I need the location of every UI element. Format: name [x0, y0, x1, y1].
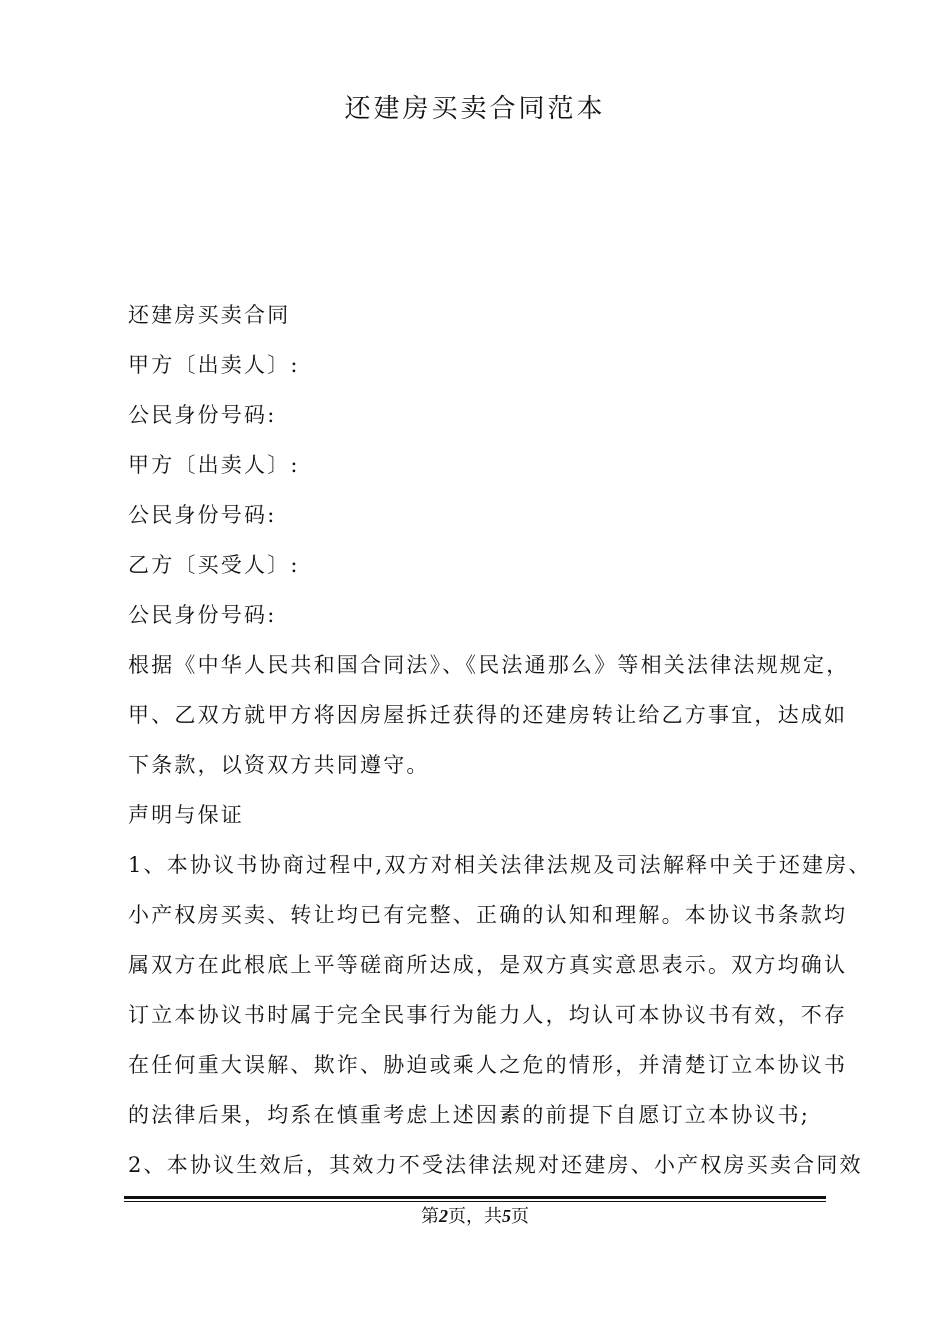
preamble-line-1: 根据《中华人民共和国合同法》、《民法通那么》等相关法律法规规定，: [128, 653, 850, 677]
clause-1-line-5: 在任何重大误解、欺诈、胁迫或乘人之危的情形，并清楚订立本协议书: [128, 1053, 848, 1077]
clause-1-line-2: 小产权房买卖、转让均已有完整、正确的认知和理解。本协议书条款均: [128, 903, 848, 927]
contract-heading: 还建房买卖合同: [128, 303, 291, 327]
footer-prefix: 第: [421, 1206, 439, 1226]
preamble-line-3: 下条款，以资双方共同遵守。: [128, 753, 430, 777]
total-page-number: 5: [502, 1206, 511, 1226]
section-heading-declarations: 声明与保证: [128, 803, 244, 827]
preamble-line-2: 甲、乙双方就甲方将因房屋拆迁获得的还建房转让给乙方事宜，达成如: [128, 703, 848, 727]
party-b-buyer-line: 乙方〔买受人〕:: [128, 553, 300, 577]
clause-1-line-6: 的法律后果，均系在慎重考虑上述因素的前提下自愿订立本协议书;: [128, 1103, 811, 1127]
current-page-number: 2: [439, 1206, 448, 1226]
party-a-id-line: 公民身份号码:: [128, 403, 277, 427]
clause-1-line-1: 1、本协议书协商过程中,双方对相关法律法规及司法解释中关于还建房、: [128, 853, 872, 877]
clause-1-line-4: 订立本协议书时属于完全民事行为能力人，均认可本协议书有效，不存: [128, 1003, 848, 1027]
footer-suffix: 页: [511, 1206, 529, 1226]
party-b-id-line: 公民身份号码:: [128, 603, 277, 627]
footer-middle: 页，共: [448, 1206, 502, 1226]
party-a-id-line-2: 公民身份号码:: [128, 503, 277, 527]
clause-1-line-3: 属双方在此根底上平等磋商所达成，是双方真实意思表示。双方均确认: [128, 953, 848, 977]
document-title: 还建房买卖合同范本: [344, 94, 606, 124]
page-footer: [0, 1202, 950, 1228]
party-a-seller-line-2: 甲方〔出卖人〕:: [128, 453, 300, 477]
clause-2-line-1: 2、本协议生效后，其效力不受法律法规对还建房、小产权房买卖合同效: [128, 1153, 863, 1177]
party-a-seller-line: 甲方〔出卖人〕:: [128, 353, 300, 377]
footer-rule-thick: [124, 1196, 826, 1199]
document-body: [128, 290, 872, 1190]
